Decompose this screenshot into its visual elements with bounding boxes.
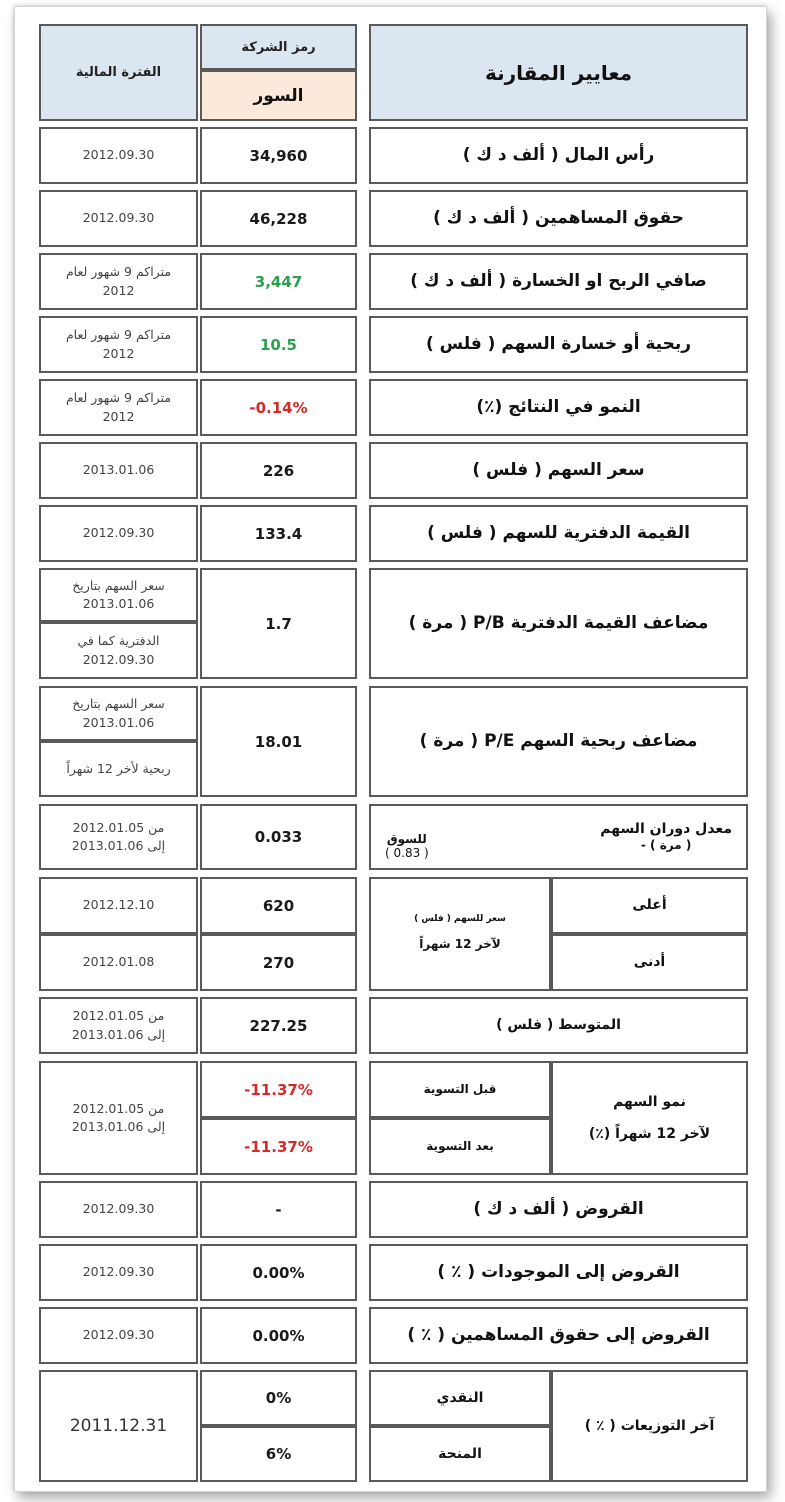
criteria-header-label: معايير المقارنة	[484, 60, 633, 85]
turnover-value: 0.033	[200, 804, 357, 870]
dividends-group-label: آخر التوزيعات ( ٪ )	[551, 1370, 748, 1482]
stock-growth-after-label: بعد التسوية	[369, 1118, 551, 1175]
price-label: سعر السهم ( فلس )	[369, 442, 748, 499]
company-name: السور	[253, 85, 304, 106]
average-label: المتوسط ( فلس )	[369, 997, 748, 1054]
loans-assets-value: 0.00%	[200, 1244, 357, 1301]
turnover-period: من 2012.01.05 إلى 2013.01.06	[39, 804, 198, 870]
capital-label: رأس المال ( ألف د ك )	[369, 127, 748, 184]
stock-growth-before-value: -11.37%	[200, 1061, 357, 1118]
pe-period-b: ربحية لأخر 12 شهراً	[39, 741, 198, 797]
turnover-label: للسوق ( 0.83 ) معدل دوران السهم ( مرة ) -	[369, 804, 748, 870]
pe-label: مضاعف ربحية السهم P/E ( مرة )	[369, 686, 748, 797]
eps-label: ربحية أو خسارة السهم ( فلس )	[369, 316, 748, 373]
pe-value: 18.01	[200, 686, 357, 797]
loans-assets-period: 2012.09.30	[39, 1244, 198, 1301]
dividends-bonus-value: 6%	[200, 1426, 357, 1482]
pb-label: مضاعف القيمة الدفترية P/B ( مرة )	[369, 568, 748, 679]
book-value-period: 2012.09.30	[39, 505, 198, 562]
high-period: 2012.12.10	[39, 877, 198, 934]
book-value-value: 133.4	[200, 505, 357, 562]
loans-equity-period: 2012.09.30	[39, 1307, 198, 1364]
net-profit-label: صافي الربح او الخسارة ( ألف د ك )	[369, 253, 748, 310]
stock-growth-after-value: -11.37%	[200, 1118, 357, 1175]
equity-period: 2012.09.30	[39, 190, 198, 247]
comparison-sheet	[14, 6, 767, 1492]
price-period: 2013.01.06	[39, 442, 198, 499]
period-header-label: الفترة المالية	[75, 65, 162, 80]
stock-growth-group: نمو السهم لآخر 12 شهراً (٪)	[551, 1061, 748, 1175]
capital-value: 34,960	[200, 127, 357, 184]
loans-value: -	[200, 1181, 357, 1238]
dividends-cash-label: النقدي	[369, 1370, 551, 1426]
growth-label: النمو في النتائج (٪)	[369, 379, 748, 436]
company-name-cell	[200, 70, 357, 121]
dividends-cash-value: 0%	[200, 1370, 357, 1426]
pb-value: 1.7	[200, 568, 357, 679]
book-value-label: القيمة الدفترية للسهم ( فلس )	[369, 505, 748, 562]
average-value: 227.25	[200, 997, 357, 1054]
net-profit-period: متراكم 9 شهور لعام 2012	[39, 253, 198, 310]
pb-period-b: الدفترية كما في 2012.09.30	[39, 622, 198, 679]
average-period: من 2012.01.05 إلى 2013.01.06	[39, 997, 198, 1054]
loans-equity-label: القروض إلى حقوق المساهمين ( ٪ )	[369, 1307, 748, 1364]
capital-period: 2012.09.30	[39, 127, 198, 184]
low-value: 270	[200, 934, 357, 991]
company-code-label: رمز الشركة	[241, 39, 316, 55]
eps-value: 10.5	[200, 316, 357, 373]
low-label: أدنى	[551, 934, 748, 991]
dividends-period: 2011.12.31	[39, 1370, 198, 1482]
loans-equity-value: 0.00%	[200, 1307, 357, 1364]
high-value: 620	[200, 877, 357, 934]
loans-assets-label: القروض إلى الموجودات ( ٪ )	[369, 1244, 748, 1301]
criteria-header	[369, 24, 748, 121]
loans-label: القروض ( ألف د ك )	[369, 1181, 748, 1238]
price-range-group: سعر للسهم ( فلس ) لآخر 12 شهراً	[369, 877, 551, 991]
stock-growth-period: من 2012.01.05 إلى 2013.01.06	[39, 1061, 198, 1175]
equity-label: حقوق المساهمين ( ألف د ك )	[369, 190, 748, 247]
period-header	[39, 24, 198, 121]
loans-period: 2012.09.30	[39, 1181, 198, 1238]
net-profit-value: 3,447	[200, 253, 357, 310]
pe-period-a: سعر السهم بتاريخ 2013.01.06	[39, 686, 198, 741]
dividends-bonus-label: المنحة	[369, 1426, 551, 1482]
company-code-header	[200, 24, 357, 70]
low-period: 2012.01.08	[39, 934, 198, 991]
growth-value: -0.14%	[200, 379, 357, 436]
stock-growth-before-label: قبل التسوية	[369, 1061, 551, 1118]
growth-period: متراكم 9 شهور لعام 2012	[39, 379, 198, 436]
equity-value: 46,228	[200, 190, 357, 247]
pb-period-a: سعر السهم بتاريخ 2013.01.06	[39, 568, 198, 622]
eps-period: متراكم 9 شهور لعام 2012	[39, 316, 198, 373]
high-label: أعلى	[551, 877, 748, 934]
price-value: 226	[200, 442, 357, 499]
